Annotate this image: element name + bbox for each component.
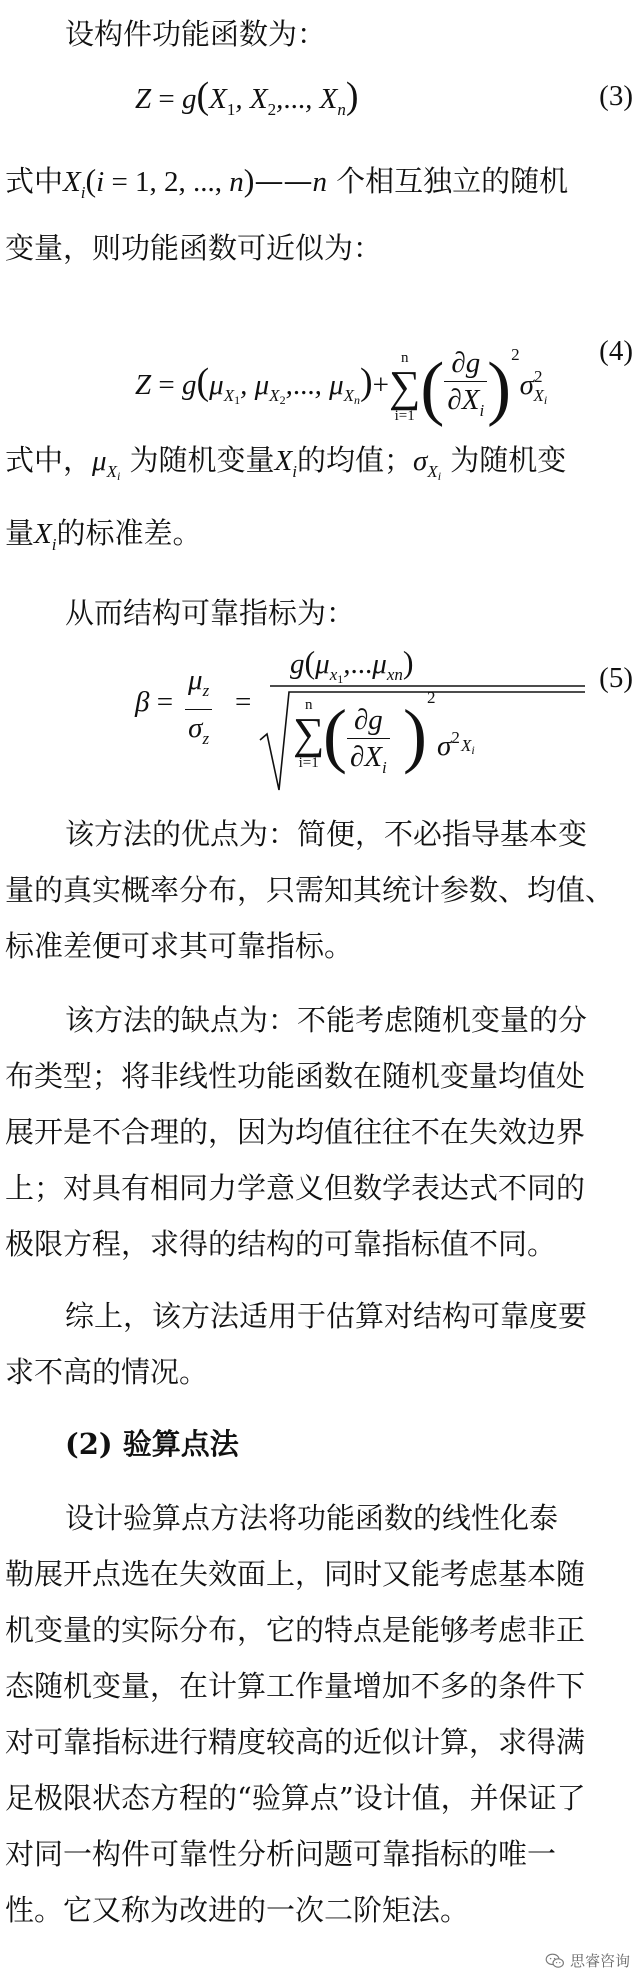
- watermark: [545, 1950, 630, 1971]
- text-line: 展开是不合理的，因为均值往往不在失效边界: [5, 1115, 586, 1149]
- text-line: [5, 440, 566, 496]
- text-line: 求不高的情况。: [5, 1355, 209, 1389]
- inline-math: $X_i$: [34, 518, 57, 554]
- text-line: 从而结构可靠指标为：: [65, 596, 356, 630]
- text-line: 量的真实概率分布，只需知其统计参数、均值、: [5, 873, 615, 907]
- inline-math: $X_i$: [274, 445, 297, 481]
- text-line: 设计验算点方法将功能函数的线性化泰: [65, 1501, 559, 1535]
- text-span: 式中，: [5, 443, 93, 477]
- section-heading: (2) 验算点法: [65, 1427, 239, 1461]
- text-span: 式中: [5, 164, 64, 198]
- equation-4: $Z = g(\mu_{X1}$, $\mu_{X2}$,..., $\mu_{Xn})+$ n ∑ i=1 ( $\frac{\partial g}{\partial X_i}$ )$^2\sigma^2_{Xi}$: [135, 345, 548, 428]
- text-line: [5, 513, 201, 565]
- text-span: 的均值；: [297, 443, 414, 477]
- inline-math: $\mu_{Xi}$: [92, 445, 121, 483]
- equation-number: (4): [599, 335, 633, 367]
- inline-math: n: [312, 166, 327, 198]
- text-line: 对可靠指标进行精度较高的近似计算，求得满: [5, 1725, 586, 1759]
- text-span: 为随机变: [450, 443, 567, 477]
- text-span: 个相互独立的随机: [336, 164, 569, 198]
- text-line: 标准差便可求其可靠指标。: [5, 929, 354, 963]
- text-line: 态随机变量，在计算工作量增加不多的条件下: [5, 1669, 586, 1703]
- text-line: 布类型；将非线性功能函数在随机变量均值处: [5, 1059, 586, 1093]
- text-line: 设构件功能函数为：: [65, 17, 327, 51]
- text-line: 对同一构件可靠性分析问题可靠指标的唯一: [5, 1837, 557, 1871]
- text-line: 足极限状态方程的“验算点”设计值，并保证了: [5, 1781, 586, 1815]
- text-span: 为随机变量: [129, 443, 275, 477]
- document-page: 设构件功能函数为： $Z = g(X_1$, $X_2$,..., $X_n$) (3) 式中$X_i(i = 1$, 2, ..., n)——n 个相互独立的随机 变量，则功能函数可近似为： $Z = g(\mu_{X1}$, $\mu_{X2}$,..., $\mu_{Xn})+$ n ∑ i=1 ( $\frac{\partial g}{\partial X_i}$ )$^2\sigma^2_{Xi}$ (4) 式中，$\mu_{Xi}$ 为随机变量$X_i$的均值；$\sigma_{Xi}$ 为随机变 量$X_i$的标准差。 从而结构可靠指标为： β = $\frac{\mu_z}{\sigma_z}$ = $g(\mu_{x1},...\mu_{xn})$ n ∑ i=1 ( $\frac{\partial g}{\partial X_i}$ ) 2 $\sigma^2$ Xi (5) 该方法的优点为：简便，不必指导基本变 量的真实概率分布，只需知其统计参数、均值、 标准差便可求其可靠指标。 该方法的缺点为：不能考虑随机变量的分 布类型；将非线性功能函数在随机变量均值处 展开是不合理的，因为均值往往不在失效边界 上；对具有相同力学意义但数学表达式不同的 极限方程，求得的结构的可靠指标值不同。 综上，该方法适用于估算对结构可靠度要 求不高的情况。 (2) 验算点法 设计验算点方法将功能函数的线性化泰 勒展开点选在失效面上，同时又能考虑基本随 机变量的实际分布，它的特点是能够考虑非正 态随机变量，在计算工作量增加不多的条件下 对可靠指标进行精度较高的近似计算，求得满 足极限状态方程的“验算点”设计值，并保证了 对同一构件可靠性分析问题可靠指标的唯一 性。它又称为改进的一次二阶矩法。 思睿咨询: [0, 0, 640, 1979]
- text-line: [5, 160, 568, 213]
- text-line: 该方法的优点为：简便，不必指导基本变: [65, 817, 588, 851]
- text-line: 该方法的缺点为：不能考虑随机变量的分: [65, 1003, 588, 1037]
- text-line: 性。它又称为改进的一次二阶矩法。: [5, 1893, 470, 1927]
- text-span: 的标准差。: [56, 516, 202, 550]
- equation-3: $Z = g(X_1$, $X_2$,..., $X_n$): [135, 75, 359, 119]
- equation-number: (3): [599, 80, 633, 112]
- text-line: 机变量的实际分布，它的特点是能够考虑非正: [5, 1613, 586, 1647]
- inline-math: $X_i(i = 1$, 2, ..., n): [63, 162, 255, 202]
- dash: ——: [254, 164, 313, 198]
- inline-math: $\sigma_{Xi}$: [413, 445, 442, 483]
- text-line: 变量，则功能函数可近似为：: [5, 231, 383, 265]
- text-line: 综上，该方法适用于估算对结构可靠度要: [65, 1299, 588, 1333]
- text-line: 极限方程，求得的结构的可靠指标值不同。: [5, 1227, 557, 1261]
- equation-number: (5): [599, 662, 633, 694]
- wechat-icon: [545, 1953, 565, 1969]
- text-line: 上；对具有相同力学意义但数学表达式不同的: [5, 1171, 586, 1205]
- text-line: 勒展开点选在失效面上，同时又能考虑基本随: [5, 1557, 586, 1591]
- watermark-text: 思睿咨询: [569, 1952, 630, 1970]
- text-span: 量: [5, 516, 35, 550]
